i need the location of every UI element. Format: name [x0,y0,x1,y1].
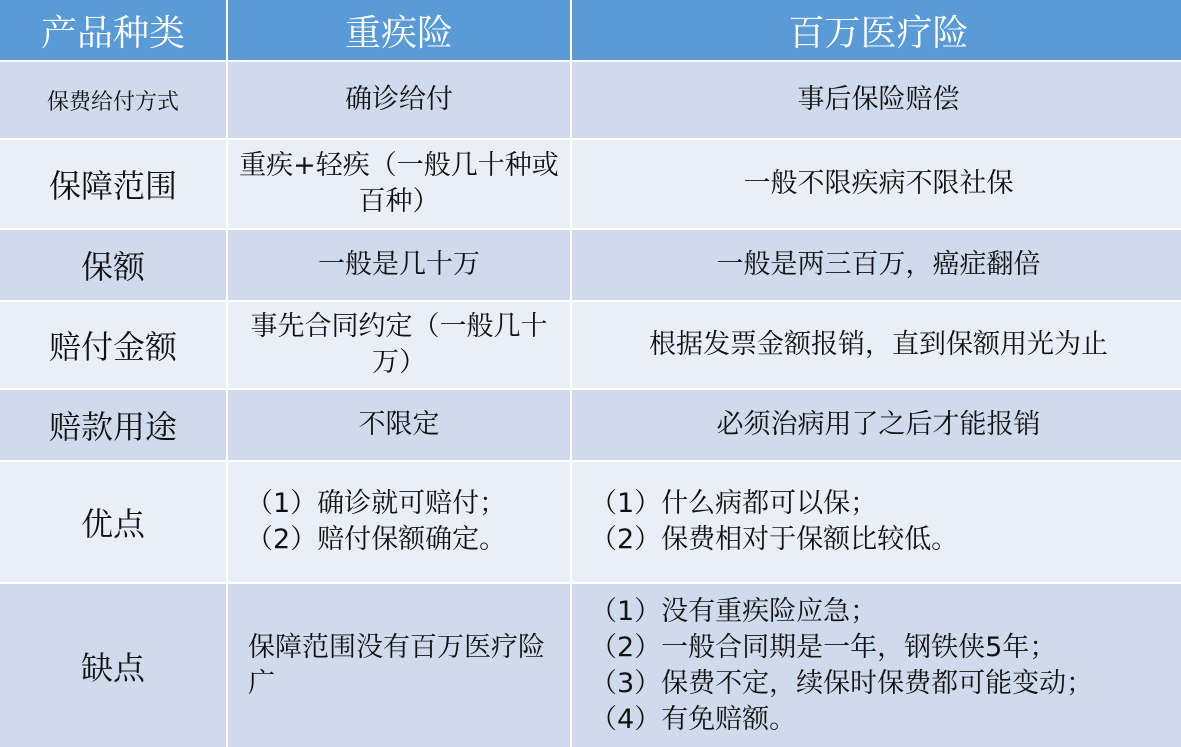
row-label-pros: 优点 [0,462,226,582]
medical-cons-item: （1）没有重疾险应急； [590,595,878,627]
cell-critical-payout-amount: 事先合同约定（一般几十万） [228,302,570,388]
cell-critical-claim-usage: 不限定 [228,390,570,460]
row-label-payment-method: 保费给付方式 [0,62,226,138]
cell-medical-payout-amount: 根据发票金额报销，直到保额用光为止 [572,302,1181,388]
row-label-claim-usage: 赔款用途 [0,390,226,460]
row-label-cons: 缺点 [0,584,226,747]
medical-cons-item: （2）一般合同期是一年，钢铁侠5年； [590,631,1057,663]
medical-cons-item: （3）保费不定，续保时保费都可能变动； [590,667,1094,699]
cell-critical-pros [228,462,570,582]
cell-medical-payment-method: 事后保险赔偿 [572,62,1181,138]
header-critical-illness: 重疾险 [228,0,570,60]
cell-medical-coverage: 一般不限疾病不限社保 [572,140,1181,228]
header-product-type: 产品种类 [0,0,226,60]
medical-cons-item: （4）有免赔额。 [590,703,797,735]
row-label-coverage: 保障范围 [0,140,226,228]
cell-critical-coverage: 重疾+轻疾（一般几十种或百种） [228,140,570,228]
critical-pros-item: （2）赔付保额确定。 [246,524,507,555]
cell-critical-sum-insured: 一般是几十万 [228,230,570,300]
cell-medical-claim-usage: 必须治病用了之后才能报销 [572,390,1181,460]
cell-critical-cons: 保障范围没有百万医疗险广 [228,584,570,747]
cell-medical-sum-insured: 一般是两三百万，癌症翻倍 [572,230,1181,300]
critical-pros-item: （1）确诊就可赔付； [246,488,507,519]
header-million-medical: 百万医疗险 [572,0,1181,60]
medical-pros-item: （1）什么病都可以保； [590,488,878,519]
cell-medical-pros [572,462,1181,582]
cell-medical-cons [572,584,1181,747]
cell-critical-payment-method: 确诊给付 [228,62,570,138]
row-label-payout-amount: 赔付金额 [0,302,226,388]
medical-pros-item: （2）保费相对于保额比较低。 [590,524,959,555]
row-label-sum-insured: 保额 [0,230,226,300]
